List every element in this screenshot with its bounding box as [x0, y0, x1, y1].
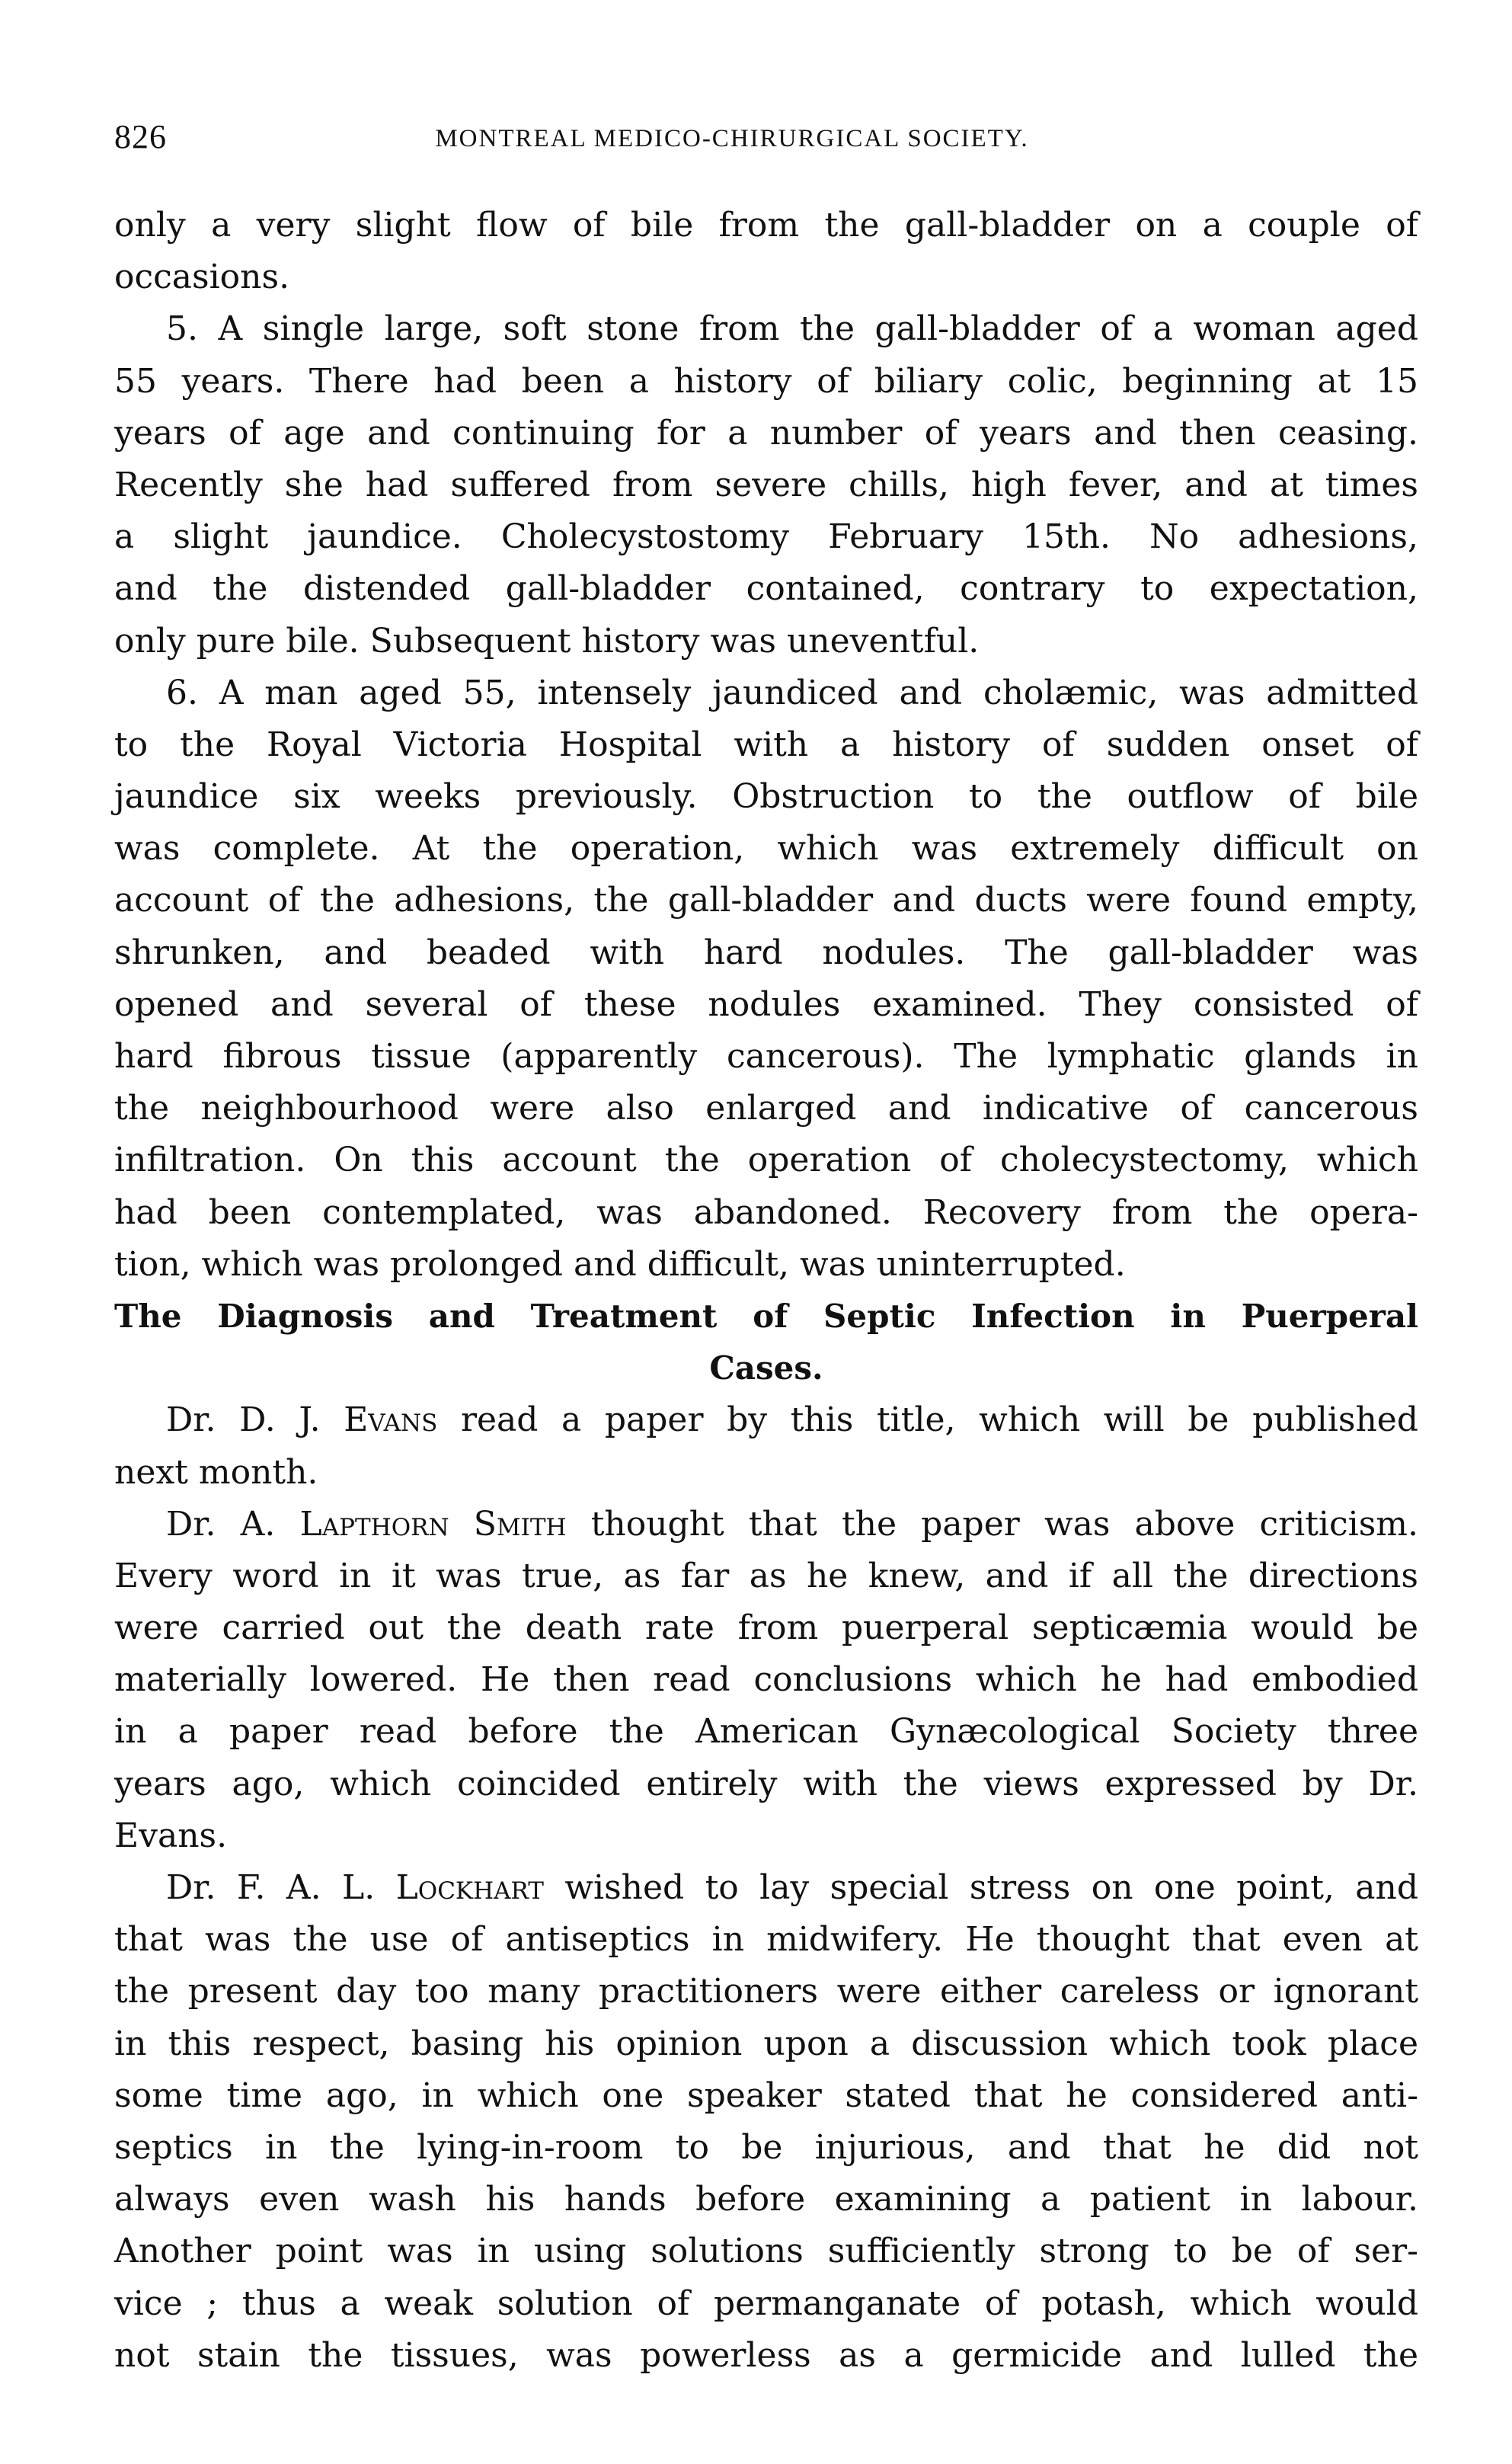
discussion-paragraphs	[114, 1394, 1418, 2382]
text-line: were carried out the death rate from puerperal septicæmia would be	[114, 1608, 1418, 1648]
text-line	[114, 1862, 1418, 1914]
text-line: a slight jaundice. Cholecystostomy February 15th. No adhesions,	[114, 517, 1418, 557]
text-line: septics in the lying-in-room to be injurious, and that he did not	[114, 2127, 1418, 2167]
page-header	[114, 114, 1418, 168]
text-line: to the Royal Victoria Hospital with a history of sudden onset of	[114, 725, 1418, 764]
text-line: next month.	[114, 1452, 318, 1492]
text-line: materially lowered. He then read conclusions which he had embodied	[114, 1660, 1418, 1700]
speaker-prefix: Dr. D. J.	[166, 1400, 344, 1440]
text-line: some time ago, in which one speaker stated that he considered anti-	[114, 2075, 1418, 2115]
page-body	[114, 200, 1418, 2382]
speaker-prefix: Dr. F. A. L.	[166, 1868, 396, 1907]
text-line: that was the use of antiseptics in midwifery. He thought that even at	[114, 1920, 1418, 1960]
text-line: vice ; thus a weak solution of permanganate of potash, which would	[114, 2283, 1418, 2323]
text-line: the present day too many practitioners were either careless or ignorant	[114, 1972, 1418, 2011]
speaker-prefix: Dr. A.	[166, 1504, 300, 1544]
page-number: 826	[114, 118, 167, 155]
text-line	[114, 1499, 1418, 1550]
text-line: account of the adhesions, the gall-bladder and ducts were found empty,	[114, 881, 1418, 920]
text-line: Evans.	[114, 1816, 228, 1855]
text-line: 5. A single large, soft stone from the gall-bladder of a woman aged	[166, 309, 1418, 349]
text-line: occasions.	[114, 258, 290, 297]
text-line: only a very slight flow of bile from the gall-bladder on a couple of	[114, 206, 1418, 245]
text-line: always even wash his hands before examining a patient in labour.	[114, 2180, 1418, 2219]
document-page	[114, 114, 1419, 2375]
text-line: shrunken, and beaded with hard nodules. The gall-bladder was	[114, 933, 1418, 972]
text-line: not stain the tissues, was powerless as a germicide and lulled the	[114, 2335, 1418, 2375]
text-line: hard fibrous tissue (apparently cancerous). The lymphatic glands in	[114, 1037, 1418, 1076]
line-text: read a paper by this title, which will be published	[437, 1400, 1419, 1440]
text-line: in a paper read before the American Gynæcological Society three	[114, 1712, 1418, 1752]
text-line: Every word in it was true, as far as he knew, and if all the directions	[114, 1556, 1418, 1595]
text-line: tion, which was prolonged and difficult, was uninterrupted.	[114, 1244, 1126, 1284]
text-line: jaundice six weeks previously. Obstruction to the outflow of bile	[114, 777, 1418, 817]
text-line: and the distended gall-bladder contained, contrary to expectation,	[114, 569, 1418, 609]
text-line: the neighbourhood were also enlarged and indicative of cancerous	[114, 1089, 1418, 1128]
text-line: Another point was in using solutions sufficiently strong to be of ser-	[114, 2232, 1418, 2271]
text-line: opened and several of these nodules examined. They consisted of	[114, 984, 1418, 1024]
text-line: in this respect, basing his opinion upon a discussion which took place	[114, 2024, 1418, 2063]
text-line: infiltration. On this account the operation of cholecystectomy, which	[114, 1141, 1418, 1180]
section-heading-line1: The Diagnosis and Treatment of Septic Infection in Puerperal	[114, 1297, 1418, 1335]
text-line: only pure bile. Subsequent history was uneventful.	[114, 621, 980, 661]
text-line	[114, 1394, 1418, 1446]
text-line: 6. A man aged 55, intensely jaundiced and cholæmic, was admitted	[166, 673, 1418, 712]
case-reports-paragraphs	[114, 200, 1418, 1291]
text-line: 55 years. There had been a history of biliary colic, beginning at 15	[114, 361, 1418, 401]
speaker-name: Evans	[344, 1400, 438, 1440]
text-line: was complete. At the operation, which was extremely difficult on	[114, 829, 1418, 869]
speaker-name: Lapthorn Smith	[299, 1504, 567, 1544]
section-heading-line2: Cases.	[709, 1349, 823, 1387]
text-line: years of age and continuing for a number of years and then ceasing.	[114, 413, 1418, 453]
speaker-name: Lockhart	[395, 1868, 544, 1907]
text-line: had been contemplated, was abandoned. Recovery from the opera-	[114, 1192, 1418, 1232]
line-text: wished to lay special stress on one point, and	[543, 1868, 1418, 1907]
running-title: MONTREAL MEDICO-CHIRURGICAL SOCIETY.	[435, 125, 1029, 152]
text-line: Recently she had suffered from severe chills, high fever, and at times	[114, 465, 1418, 504]
line-text: thought that the paper was above criticism.	[566, 1504, 1418, 1544]
text-line: years ago, which coincided entirely with the views expressed by Dr.	[114, 1764, 1418, 1803]
